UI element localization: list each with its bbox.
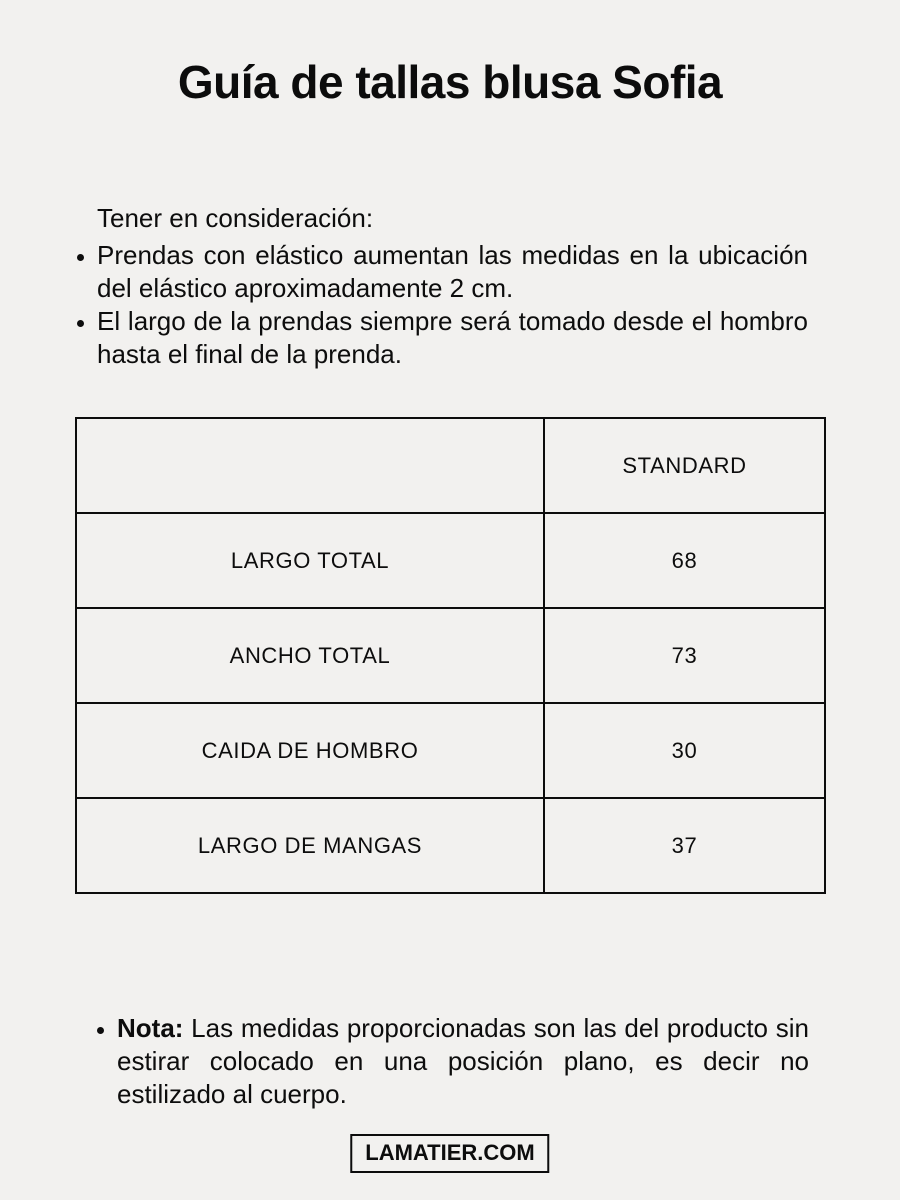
measure-value: 37 — [544, 798, 825, 893]
brand-badge: LAMATIER.COM — [350, 1134, 549, 1173]
note-section — [99, 1012, 809, 1111]
table-row — [76, 798, 825, 893]
table-row — [76, 703, 825, 798]
measure-value: 30 — [544, 703, 825, 798]
size-table — [75, 417, 826, 894]
table-row — [76, 513, 825, 608]
note-item — [117, 1012, 809, 1111]
empty-header-cell — [76, 418, 544, 513]
considerations-list — [78, 239, 808, 371]
table-header-row — [76, 418, 825, 513]
measure-value: 73 — [544, 608, 825, 703]
size-table-section — [75, 417, 826, 894]
measure-label: ANCHO TOTAL — [76, 608, 544, 703]
considerations-section — [78, 202, 808, 371]
measure-label: CAIDA DE HOMBRO — [76, 703, 544, 798]
measure-label: LARGO DE MANGAS — [76, 798, 544, 893]
consideration-item: • Prendas con elástico aumentan las medidas en la ubicación del elástico aproximadamente 2 cm. — [97, 239, 808, 305]
considerations-heading: Tener en consideración: — [97, 203, 374, 233]
size-column-header: STANDARD — [544, 418, 825, 513]
note-list — [99, 1012, 809, 1111]
consideration-item: • El largo de la prendas siempre será tomado desde el hombro hasta el final de la prenda. — [97, 305, 808, 371]
table-row — [76, 608, 825, 703]
note-label: Nota: — [117, 1013, 184, 1043]
measure-label: LARGO TOTAL — [76, 513, 544, 608]
measure-value: 68 — [544, 513, 825, 608]
page-title: Guía de tallas blusa Sofia — [177, 56, 723, 108]
note-text: Las medidas proporcionadas son las del producto sin estirar colocado en una posición plano, es decir no estilizado al cuerpo. — [117, 1013, 809, 1109]
